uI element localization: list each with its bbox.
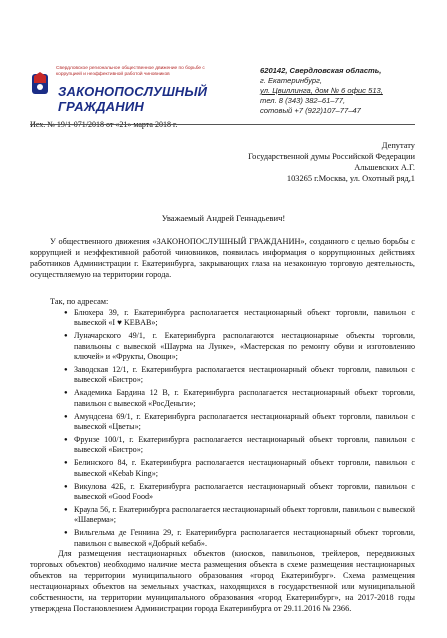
list-item: ● Академика Бардина 12 В, г. Екатеринбурга располагается нестационарный объект торговли, павильон с вывеской «РосДеньги»;: [64, 388, 415, 408]
address-line: 620142, Свердловская область,: [260, 66, 382, 75]
bullet-icon: ●: [64, 390, 68, 397]
list-item: ● Луначарского 49/1, г. Екатеринбурга располагаются нестационарные объекты торговли, павильоны с вывеской «Шаурма на Лунке», «Мастерская по ремонту обуви и изготовлению ключей» и «Фрукты, Овощи»;: [64, 331, 415, 362]
closing-paragraph: Для размещения нестационарных объектов (киосков, павильонов, трейлеров, передвижных торговых объектов) необходимо наличие места размещения объекта в схеме размещения нестационарных объектов на территории муниципального образования «город Екатеринбург». Схема размещения нестационарных объектов на земельных участках, находящихся в государственной или муниципальной собственности, на территории муниципального образования «город Екатеринбург», на 2017-2018 годы утверждена Постановлением Администрации города Екатеринбурга от 29.11.2016 № 2366.: [30, 549, 415, 613]
recipient-line: Депутату: [381, 141, 415, 150]
intro-paragraph: У общественного движения «ЗАКОНОПОСЛУШНЫЙ ГРАЖДАНИН», созданного с целью борьбы с коррупцией и неэффективной работой чиновников, появилась информация о коррупционных действиях работников Администрации г. Екатеринбурга, закрывающих глаза на незаконную торговую деятельность, осуществляемую на территории города.: [30, 237, 415, 279]
address-line: сотовый +7 (922)107–77–47: [260, 106, 361, 115]
bullet-icon: ●: [64, 310, 68, 316]
organization-name: [58, 84, 207, 114]
list-item: ● Фрунзе 100/1, г. Екатеринбурга располагается нестационарный объект торговли, павильон с вывеской «Бистро»;: [64, 434, 415, 455]
salutation: Уважаемый Андрей Геннадьевич!: [161, 213, 286, 223]
list-item: ● Белинского 84, г. Екатеринбурга располагается нестационарный объект торговли, павильон с вывеской «Kebab King»;: [64, 458, 415, 478]
recipient-block: [248, 140, 415, 184]
organization-name-line1: ЗАКОНОПОСЛУШНЫЙ: [58, 84, 208, 99]
address-line: ул. Цвиллинга, дом № 6 офис 513,: [260, 86, 383, 95]
address-line: тел. 8 (343) 382–61–77,: [260, 96, 346, 105]
bullet-icon: ●: [64, 333, 68, 340]
addresses-label: Так, по адресам:: [50, 297, 109, 306]
bullet-icon: ●: [64, 530, 68, 537]
recipient-line: 103265 г.Москва, ул. Охотный ряд,1: [286, 174, 415, 183]
recipient-line: Альшевских А.Г.: [354, 163, 415, 172]
list-item: ● Краула 56, г. Екатеринбурга располагается нестационарный объект торговли, павильон с вывеской «Шаверма»;: [64, 504, 415, 525]
organization-subtitle: Свердловское региональное общественное движение по борьбе с коррупцией и неэффективной работой чиновников: [56, 66, 205, 77]
recipient-line: Государственной думы Российской Федерации: [248, 152, 415, 161]
list-item: ● Заводская 12/1, г. Екатеринбурга располагается нестационарный объект торговли, павильон с вывеской «Бистро»;: [64, 365, 415, 385]
list-item: ● Вильгельма де Геннина 29, г. Екатеринбурга располагается нестационарный объект торговли, павильон с вывеской «Добрый кебаб».: [64, 528, 415, 548]
header-divider: [30, 124, 415, 125]
bullet-icon: ●: [64, 367, 68, 374]
organization-name-line2: ГРАЖДАНИН: [58, 99, 144, 114]
bullet-icon: ●: [64, 413, 68, 420]
organization-logo: [30, 70, 50, 96]
bullet-icon: ●: [64, 483, 68, 490]
bullet-icon: ●: [64, 436, 68, 443]
list-item: ● Блюхера 39, г. Екатеринбурга располагается нестационарный объект торговли, павильон с вывеской «I ♥ KEBAB»;: [64, 308, 415, 328]
address-list: [64, 308, 415, 552]
bullet-icon: ●: [64, 460, 68, 467]
list-item: ● Викулова 42Б, г. Екатеринбурга располагается нестационарный объект торговли, павильон с вывеской «Good Food»: [64, 481, 415, 501]
list-item: ● Амундсена 69/1, г. Екатеринбурга располагается нестационарный объект торговли, павильон с вывеской «Цветы»;: [64, 411, 415, 432]
organization-address: [260, 66, 383, 116]
bullet-icon: ●: [64, 506, 68, 513]
address-line: г. Екатеринбург,: [260, 76, 322, 85]
